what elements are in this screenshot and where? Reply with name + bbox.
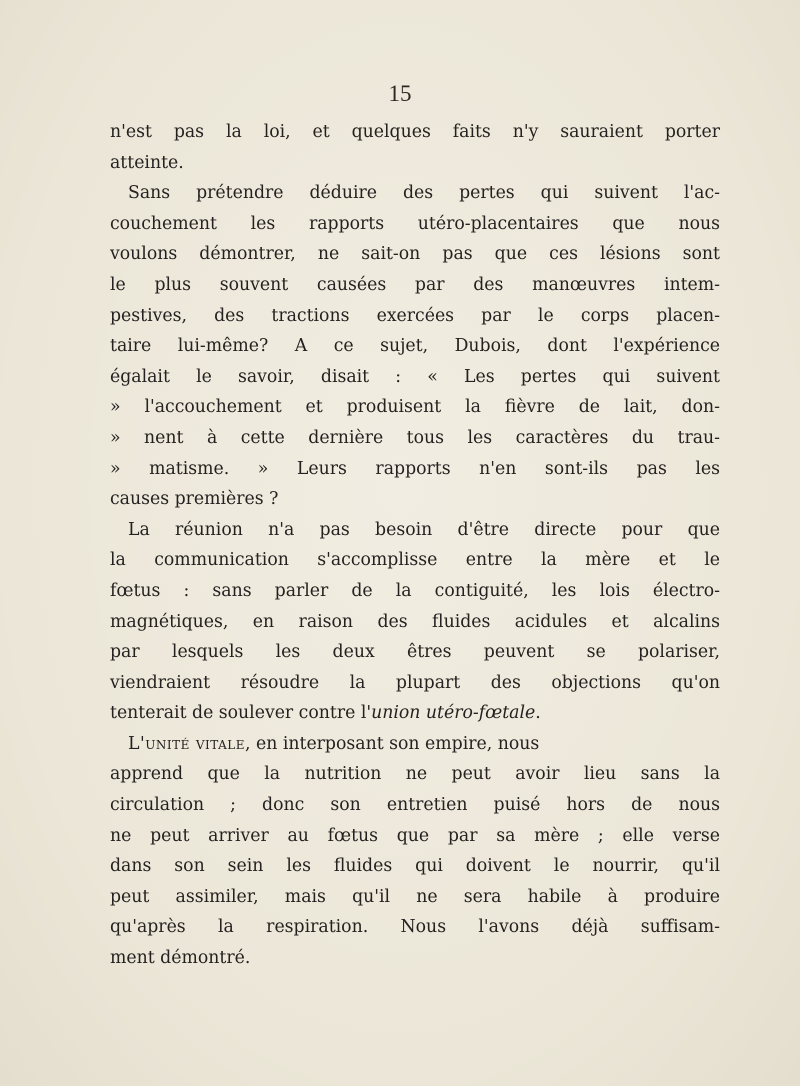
small-caps-term: L'unité vitale [128,733,245,754]
text-line: n'est pas la loi, et quelques faits n'y sauraient porter [110,122,720,142]
text-line [110,698,720,729]
text-segment: tenterait de soulever contre l' [110,703,372,724]
text-segment: . [535,703,541,724]
text-line: apprend que la nutrition ne peut avoir lieu sans la [110,764,720,785]
quote-line: » matisme. » Leurs rapports n'en sont-ils pas les [110,458,720,479]
text-line: viendraient résoudre la plupart des objections qu'on [110,672,720,693]
text-line: par lesquels les deux êtres peuvent se polariser, [110,642,720,663]
text-line: ne peut arriver au fœtus que par sa mère ; elle verse [110,825,720,846]
text-line: égalait le savoir, disait : « Les pertes qui suivent [110,366,720,387]
text-line: qu'après la respiration. Nous l'avons déjà suffisam- [110,917,720,938]
paragraph-start-line [110,729,720,760]
text-line: voulons démontrer, ne sait-on pas que ces lésions sont [110,244,720,265]
text-line: taire lui-même? A ce sujet, Dubois, dont l'expérience [110,336,720,357]
text-line: couchement les rapports utéro-placentaires que nous [110,213,720,234]
text-line: le plus souvent causées par des manœuvres intem- [110,274,720,295]
page-number: 15 [388,81,412,106]
text-line: peut assimiler, mais qu'il ne sera habile à produire [110,886,720,907]
italic-term: union utéro-fœtale [371,703,536,724]
text-line: ment démontré. [110,948,251,969]
paragraph-start-line: Sans prétendre déduire des pertes qui suivent l'ac- [128,183,720,204]
text-line: atteinte. [110,152,184,173]
text-line: circulation ; donc son entretien puisé hors de nous [110,795,720,816]
quote-line: » nent à cette dernière tous les caractères du trau- [110,427,720,448]
text-line: la communication s'accomplisse entre la mère et le [110,550,720,571]
quote-line: » l'accouchement et produisent la fièvre de lait, don- [110,397,720,418]
body-text [110,117,720,974]
text-line: fœtus : sans parler de la contiguité, les lois électro- [110,580,720,601]
text-line: pestives, des tractions exercées par le corps placen- [110,305,720,326]
text-segment: , en interposant son empire, nous [245,733,540,754]
text-line: magnétiques, en raison des fluides acidules et alcalins [110,611,720,632]
text-line: dans son sein les fluides qui doivent le nourrir, qu'il [110,856,720,877]
text-line: causes premières ? [110,489,279,510]
paragraph-start-line: La réunion n'a pas besoin d'être directe pour que [128,519,720,540]
